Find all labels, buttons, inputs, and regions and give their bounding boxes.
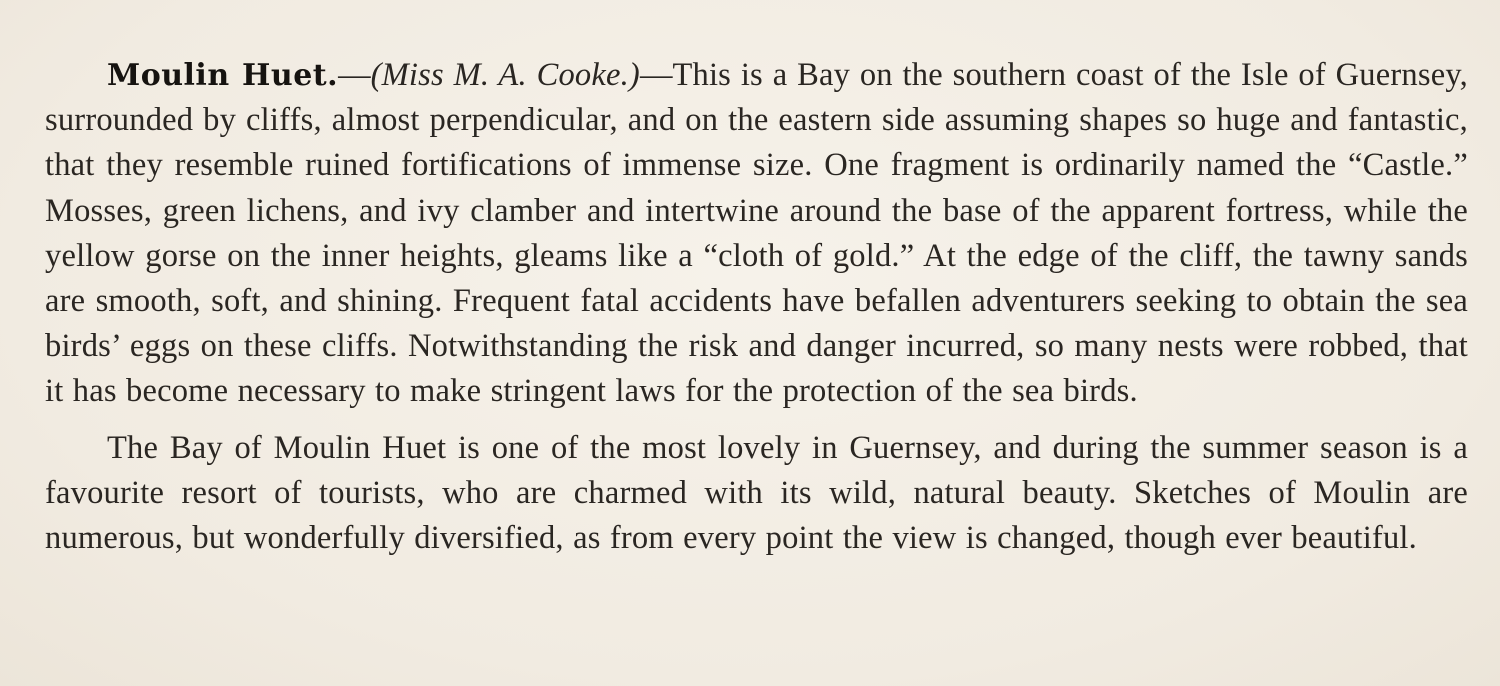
heading-title: Moulin Huet. — [107, 58, 339, 93]
heading-dash-lead: — — [338, 57, 371, 93]
paragraph-second: The Bay of Moulin Huet is one of the most lovely in Guernsey, and during the summer season is a favourite resort of tourists, who are charmed with its wild, natural beauty. Sketches of Moulin are numerous, but wonderfully diversified, as from every point the view is changed, though ever beautiful. — [45, 429, 1468, 557]
heading-dash-trail: — — [639, 57, 673, 93]
paragraph-first — [45, 53, 1468, 415]
article-text — [45, 53, 1468, 561]
heading-author: (Miss M. A. Cooke.) — [370, 57, 640, 93]
paragraph-first-body: This is a Bay on the southern coast of the Isle of Guernsey, surrounded by cliffs, almost perpendicular, and on the eastern side assuming shapes so huge and fantastic, that they resemble ruined fortifications of immense size. One fragment is ordinarily named the “Castle.” Mosses, green lichens, and ivy clamber and intertwine around the base of the apparent fortress, while the yellow gorse on the inner heights, gleams like a “cloth of gold.” At the edge of the cliff, the tawny sands are smooth, soft, and shining. Frequent fatal accidents have befallen adventurers seeking to obtain the sea birds’ eggs on these cliffs. Notwithstanding the risk and danger incurred, so many nests were robbed, that it has become necessary to make stringent laws for the protection of the sea birds. — [45, 57, 1468, 410]
